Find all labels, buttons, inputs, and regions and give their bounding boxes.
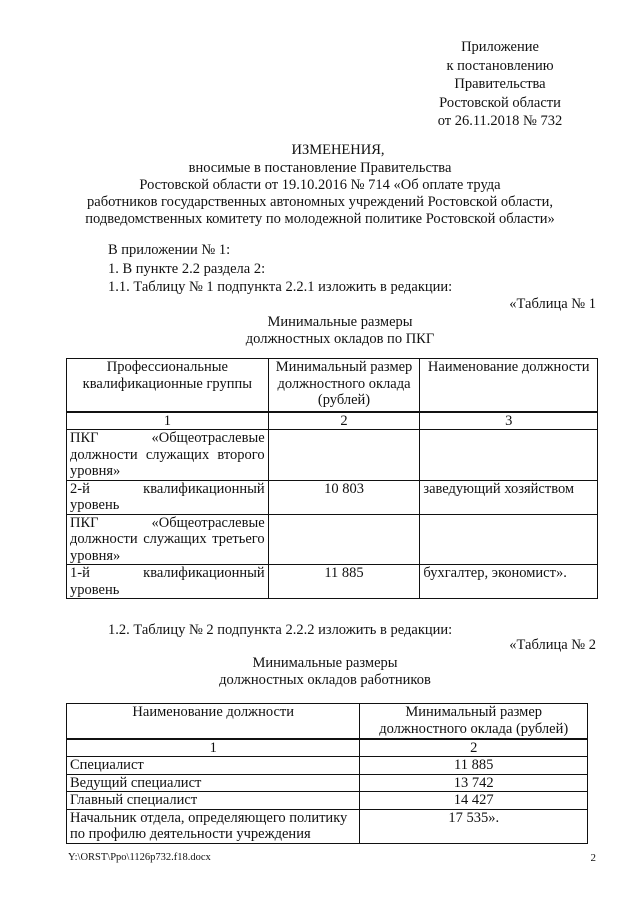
table-header-cell: Наименование должности <box>67 704 360 739</box>
table1-caption-line: должностных окладов по ПКГ <box>245 331 435 347</box>
table-header-row <box>67 359 598 412</box>
table-cell: 14 427 <box>360 792 588 810</box>
table-cell: 11 885 <box>268 565 420 599</box>
appendix-line: Приложение <box>461 39 539 55</box>
table-cell <box>420 430 598 481</box>
table-row <box>67 480 598 514</box>
table-number-cell: 1 <box>67 739 360 757</box>
table2-caption <box>45 655 605 689</box>
title-line: Ростовской области от 19.10.2016 № 714 «Об оплате труда <box>139 177 501 193</box>
table-cell: заведующий хозяйством <box>420 480 598 514</box>
paragraph-appendix-ref: В приложении № 1: <box>108 242 231 258</box>
table2-caption-line: должностных окладов работников <box>219 672 431 688</box>
table-1 <box>66 358 598 599</box>
table-cell: ПКГ «Общеотраслевые должности служащих третьего уровня» <box>67 514 269 565</box>
table-number-row <box>67 412 598 430</box>
table2-caption-line: Минимальные размеры <box>252 655 398 671</box>
paragraph-point-1-2: 1.2. Таблицу № 2 подпункта 2.2.2 изложить в редакции: <box>108 622 453 638</box>
table1-label: «Таблица № 1 <box>509 296 596 312</box>
table-cell: ПКГ «Общеотраслевые должности служащих второго уровня» <box>67 430 269 481</box>
table-cell: 10 803 <box>268 480 420 514</box>
table-cell: 13 742 <box>360 774 588 792</box>
table-row <box>67 792 588 810</box>
table-cell <box>420 514 598 565</box>
table-cell <box>268 430 420 481</box>
table-header-cell: Наименование должности <box>420 359 598 412</box>
table-row <box>67 565 598 599</box>
table-row <box>67 514 598 565</box>
paragraph-point-1-1: 1.1. Таблицу № 1 подпункта 2.2.1 изложить в редакции: <box>108 279 453 295</box>
footer-page-number: 2 <box>590 852 596 864</box>
table-cell: Ведущий специалист <box>67 774 360 792</box>
table-cell: 11 885 <box>360 757 588 775</box>
table-row <box>67 757 588 775</box>
table1-caption-line: Минимальные размеры <box>267 314 413 330</box>
table-cell <box>268 514 420 565</box>
table-number-cell: 1 <box>67 412 269 430</box>
footer-file-path: Y:\ORST\Ppo\1126p732.f18.docx <box>68 852 211 863</box>
table-cell: Специалист <box>67 757 360 775</box>
appendix-line: к постановлению <box>446 57 554 74</box>
table-cell: 17 535». <box>360 809 588 843</box>
table-row <box>67 430 598 481</box>
table2-label: «Таблица № 2 <box>509 637 596 653</box>
table-cell: бухгалтер, экономист». <box>420 565 598 599</box>
table1-caption <box>60 314 620 348</box>
table-number-cell: 2 <box>360 739 588 757</box>
table-row <box>67 774 588 792</box>
table-number-cell: 2 <box>268 412 420 430</box>
title-line: подведомственных комитету по молодежной политике Ростовской области» <box>85 211 555 227</box>
table-header-cell: Минимальный размер должностного оклада (рублей) <box>360 704 588 739</box>
table-number-cell: 3 <box>420 412 598 430</box>
table-header-row <box>67 704 588 739</box>
paragraph-point-1: 1. В пункте 2.2 раздела 2: <box>108 261 266 277</box>
table-cell: 1-й квалификационный уровень <box>67 565 269 599</box>
table-header-cell: Профессиональные квалификационные группы <box>67 359 269 412</box>
table-cell: Начальник отдела, определяющего политику по профилю деятельности учреждения <box>67 809 360 843</box>
appendix-line: Правительства <box>454 76 546 92</box>
table-cell: 2-й квалификационный уровень <box>67 480 269 514</box>
table-header-cell: Минимальный размер должностного оклада (рублей) <box>268 359 420 412</box>
table-number-row <box>67 739 588 757</box>
table-row <box>67 809 588 843</box>
appendix-block <box>400 38 600 131</box>
table-2 <box>66 703 588 844</box>
title-line: работников государственных автономных учреждений Ростовской области, <box>87 194 553 210</box>
appendix-line: Ростовской области <box>439 94 561 111</box>
document-title: ИЗМЕНЕНИЯ, <box>291 142 385 158</box>
appendix-line: от 26.11.2018 № 732 <box>437 113 563 129</box>
table-cell: Главный специалист <box>67 792 360 810</box>
title-line: вносимые в постановление Правительства <box>188 160 452 176</box>
title-description <box>40 160 600 228</box>
